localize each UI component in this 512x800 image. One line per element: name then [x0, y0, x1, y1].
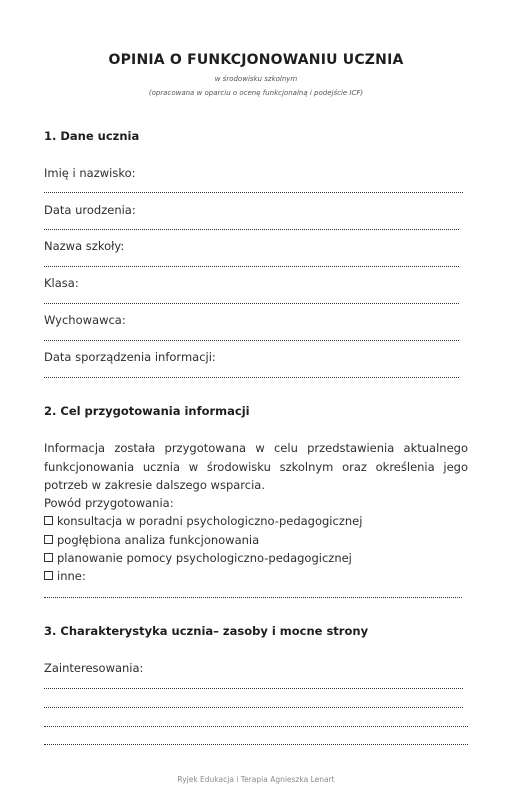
option-label: inne:	[57, 569, 86, 583]
field-label-birthdate: Data urodzenia:	[44, 203, 136, 217]
checkbox[interactable]	[44, 535, 53, 544]
option-planning[interactable]	[44, 551, 352, 565]
reason-label: Powód przygotowania:	[44, 496, 174, 510]
option-label: pogłębiona analiza funkcjonowania	[57, 533, 260, 547]
field-line-date[interactable]	[44, 377, 459, 378]
field-label-name: Imię i nazwisko:	[44, 166, 136, 180]
field-label-date: Data sporządzenia informacji:	[44, 350, 216, 364]
option-label: konsultacja w poradni psychologiczno-pedagogicznej	[57, 514, 363, 528]
interests-label: Zainteresowania:	[44, 661, 144, 675]
field-line-school[interactable]	[44, 266, 459, 267]
field-line-name[interactable]	[44, 192, 463, 193]
document-page	[44, 0, 468, 800]
interests-line-3[interactable]	[44, 726, 468, 727]
checkbox[interactable]	[44, 571, 53, 580]
section-1-heading: 1. Dane ucznia	[44, 129, 140, 143]
section-3-heading: 3. Charakterystyka ucznia– zasoby i mocne strony	[44, 624, 369, 638]
field-line-tutor[interactable]	[44, 340, 459, 341]
document-subtitle: w środowisku szkolnym	[214, 75, 298, 83]
field-line-birthdate[interactable]	[44, 229, 459, 230]
field-line-class[interactable]	[44, 303, 459, 304]
document-title: OPINIA O FUNKCJONOWANIU UCZNIA	[108, 52, 404, 68]
option-other[interactable]	[44, 569, 86, 583]
option-consultation[interactable]	[44, 514, 362, 528]
field-line-other[interactable]	[44, 597, 462, 598]
interests-line-2[interactable]	[44, 707, 463, 708]
field-label-tutor: Wychowawca:	[44, 313, 126, 327]
footer-credit: Ryjek Edukacja i Terapia Agnieszka Lenart	[177, 775, 335, 784]
field-label-class: Klasa:	[44, 276, 79, 290]
checkbox[interactable]	[44, 516, 53, 525]
checkbox[interactable]	[44, 553, 53, 562]
document-subtitle-note: (opracowana w oparciu o ocenę funkcjonalną i podejście ICF)	[148, 89, 364, 97]
option-label: planowanie pomocy psychologiczno-pedagogicznej	[57, 551, 352, 565]
interests-line-4[interactable]	[44, 744, 468, 745]
field-label-school: Nazwa szkoły:	[44, 239, 125, 253]
interests-line-1[interactable]	[44, 688, 463, 689]
purpose-paragraph: Informacja została przygotowana w celu przedstawienia aktualnego funkcjonowania ucznia w środowisku szkolnym oraz określenia jego potrzeb w zakresie dalszego wsparcia.	[44, 441, 468, 492]
option-analysis[interactable]	[44, 533, 259, 547]
section-2-heading: 2. Cel przygotowania informacji	[44, 404, 250, 418]
